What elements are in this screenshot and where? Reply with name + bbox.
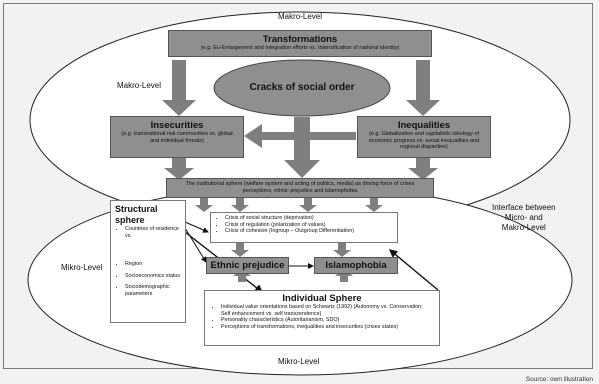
structural-sphere-box [110, 200, 186, 323]
cracks-title: Cracks of social order [249, 82, 355, 93]
structural-item: • Socioeconomics status [125, 273, 181, 280]
structural-list-bottom [115, 261, 181, 297]
transformations-subtitle: (e.g. Eu-Enlargement and Integration efforts vs. Intensification of national identity) [200, 45, 400, 51]
structural-item: • Sociodemographic parameters [125, 284, 181, 297]
insecurities-subtitle: (e.g. transnational risk communities vs. global and individual threats) [121, 131, 233, 144]
structural-item: • Countries of residence vs. [125, 226, 181, 239]
structural-list-top [115, 226, 181, 239]
inequalities-box [357, 116, 491, 158]
inequalities-subtitle: (e.g. Globalization and capitalistic ideology of economic progress vs. social inequalities and regional disparities) [368, 131, 480, 150]
makro-level-label-top: Makro-Level [278, 12, 323, 21]
islamophobia-title: Islamophobia [325, 260, 387, 271]
individual-list [211, 304, 433, 330]
transformations-box [168, 30, 432, 57]
structural-title: Structural sphere [115, 204, 158, 225]
individual-item: • Individual value orientations based on Schwartz (1992) (Autonomy vs. Conservation; Self enhancement vs. self transzendence) [221, 304, 433, 317]
insecurities-box [110, 116, 244, 158]
islamophobia-box [314, 257, 398, 274]
individual-item: • Perceptions of transformations, inequalities and insecurities (crises states) [221, 324, 433, 331]
institutional-text: The institutional sphere (welfare system and acting of politics, media) as driving force of crises perceptions, ethnic prejudice and islamophobia [185, 181, 415, 194]
crises-list [215, 215, 393, 235]
ethnic-prejudice-title: Ethnic prejudice [210, 260, 285, 271]
individual-title: Individual Sphere [282, 293, 362, 304]
individual-item: • Personality characteristics (Autoritarianism, SDO) [221, 317, 433, 324]
crisis-item: • Crisis of regulation (polarization of values) [225, 222, 393, 229]
inequalities-title: Inequalities [397, 120, 451, 131]
makro-level-label-left: Makro-Level [117, 81, 162, 90]
individual-sphere-box [204, 290, 440, 346]
ethnic-prejudice-box [206, 257, 289, 274]
interface-label: Interface between Micro- and Makro-Level [492, 203, 556, 232]
mikro-level-label-bottom: Mikro-Level [278, 357, 320, 366]
source-note: Source: own illustration [525, 376, 593, 383]
crisis-item: • Crisis of cohesion (Ingroup – Outgroup Differentiation) [225, 228, 393, 235]
structural-item: • Region [125, 261, 181, 268]
crisis-item: • Crisis of social structure (deprivation) [225, 215, 393, 222]
insecurities-title: Insecurities [150, 120, 204, 131]
crises-box [210, 212, 398, 243]
mikro-level-label-left: Mikro-Level [61, 263, 103, 272]
institutional-sphere-box [166, 178, 434, 198]
transformations-title: Transformations [262, 34, 338, 45]
